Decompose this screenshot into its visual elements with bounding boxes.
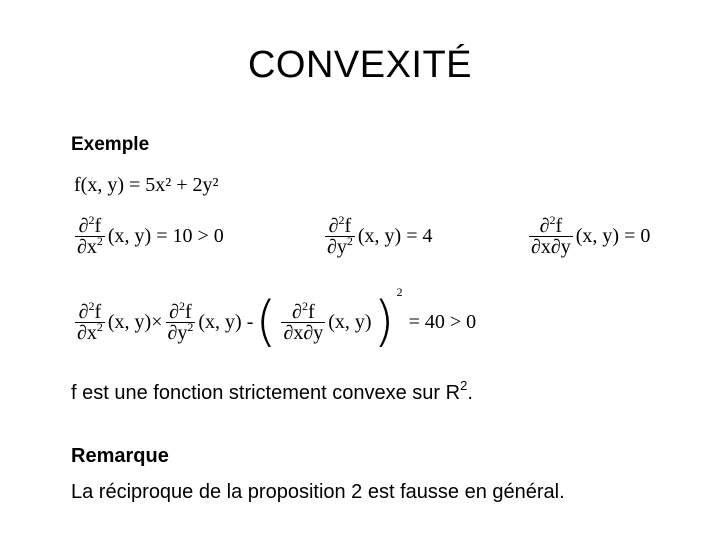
d2f-dx2-formula — [72, 213, 224, 258]
conclusion-sentence — [71, 378, 473, 405]
remark-heading: Remarque — [71, 445, 169, 467]
d2f-dx2-value: (x, y) = 10 > 0 — [107, 225, 224, 247]
function-definition-text: f(x, y) = 5x² + 2y² — [74, 174, 219, 196]
d2f-dxdy-value: (x, y) = 0 — [575, 225, 651, 247]
example-heading: Exemple — [71, 134, 150, 155]
hessian-determinant-formula: $\frac{\partial^2f}{\partial x^2}$ (x, y)× $\frac{\partial^2f}{\partial y^2}$ (x, y) - ( $\frac{\partial^2f}{\partial x\partial y}$ (x, y) ) 2 = 40 > 0 — [77, 284, 477, 353]
conclusion-text: f est une fonction strictement convexe sur R — [71, 382, 461, 404]
hessian-fraction-xx: $\frac{\partial^2f}{\partial x^2}$ — [77, 298, 103, 344]
function-definition — [74, 174, 219, 197]
d2f-dxdy-formula — [526, 213, 651, 258]
remark-text: La réciproque de la proposition 2 est fausse en général. — [71, 481, 565, 503]
d2f-dy2-formula — [322, 213, 433, 258]
d2f-dy2-fraction: $\frac{\partial^2f}{\partial y^2}$ — [327, 213, 353, 258]
d2f-dxdy-fraction: $\frac{\partial^2f}{\partial x\partial y}$ — [531, 213, 571, 258]
hessian-fraction-yy: $\frac{\partial^2f}{\partial y^2}$ — [167, 298, 194, 344]
d2f-dx2-fraction: $\frac{\partial^2f}{\partial x^2}$ — [77, 213, 103, 258]
hessian-fraction-xy: $\frac{\partial^2f}{\partial x\partial y}$ — [283, 298, 324, 344]
conclusion-end: . — [467, 382, 473, 404]
slide-title: CONVEXITÉ — [247, 44, 473, 86]
conclusion-exponent: 2 — [460, 378, 468, 393]
d2f-dy2-value: (x, y) = 4 — [357, 225, 433, 247]
